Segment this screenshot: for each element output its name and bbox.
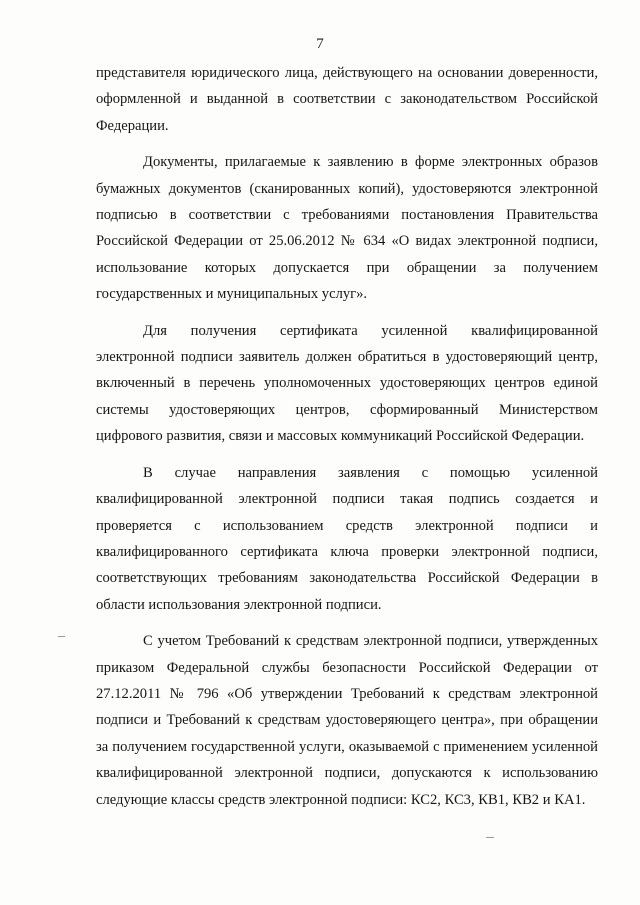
paragraph-signature-verification: В случае направления заявления с помощью усиленной квалифицированной электронной подписи такая подпись создается и проверяется с использованием средств электронной подписи и квалифицированного сертификата ключа проверки электронной подписи, соответствующих требованиям законодательства Российской Федерации в области использования электронной подписи. — [96, 464, 598, 613]
page-number: 7 — [316, 36, 324, 52]
scan-mark-left — [58, 636, 65, 637]
scan-mark-bottom — [486, 837, 494, 838]
paragraph-scanned-documents: Документы, прилагаемые к заявлению в форме электронных образов бумажных документов (сканированных копий), удостоверяются электронной подписью в соответствии с требованиями постановления Правительства Российской Федерации от 25.06.2012 № 634 «О видах электронной подписи, использование которых допускается при обращении за получением государственных и муниципальных услуг». — [96, 154, 598, 303]
paragraph-certificate: Для получения сертификата усиленной квалифицированной электронной подписи заявитель должен обратиться в удостоверяющий центр, включенный в перечень уполномоченных удостоверяющих центров единой системы удостоверяющих центров, сформированный Министерством цифрового развития, связи и массовых коммуникаций Российской Федерации. — [96, 322, 598, 445]
paragraph-continuation: представителя юридического лица, действующего на основании доверенности, оформленной и выданной в соответствии с законодательством Российской Федерации. — [96, 65, 598, 134]
paragraph-signature-classes: С учетом Требований к средствам электронной подписи, утвержденных приказом Федеральной службы безопасности Российской Федерации от 27.12.2011 № 796 «Об утверждении Требований к средствам электронной подписи и Требований к средствам удостоверяющего центра», при обращении за получением государственной услуги, оказываемой с применением усиленной квалифицированной электронной подписи, допускаются к использованию следующие классы средств электронной подписи: КС2, КС3, КВ1, КВ2 и КА1. — [96, 633, 598, 808]
document-body — [96, 60, 598, 813]
